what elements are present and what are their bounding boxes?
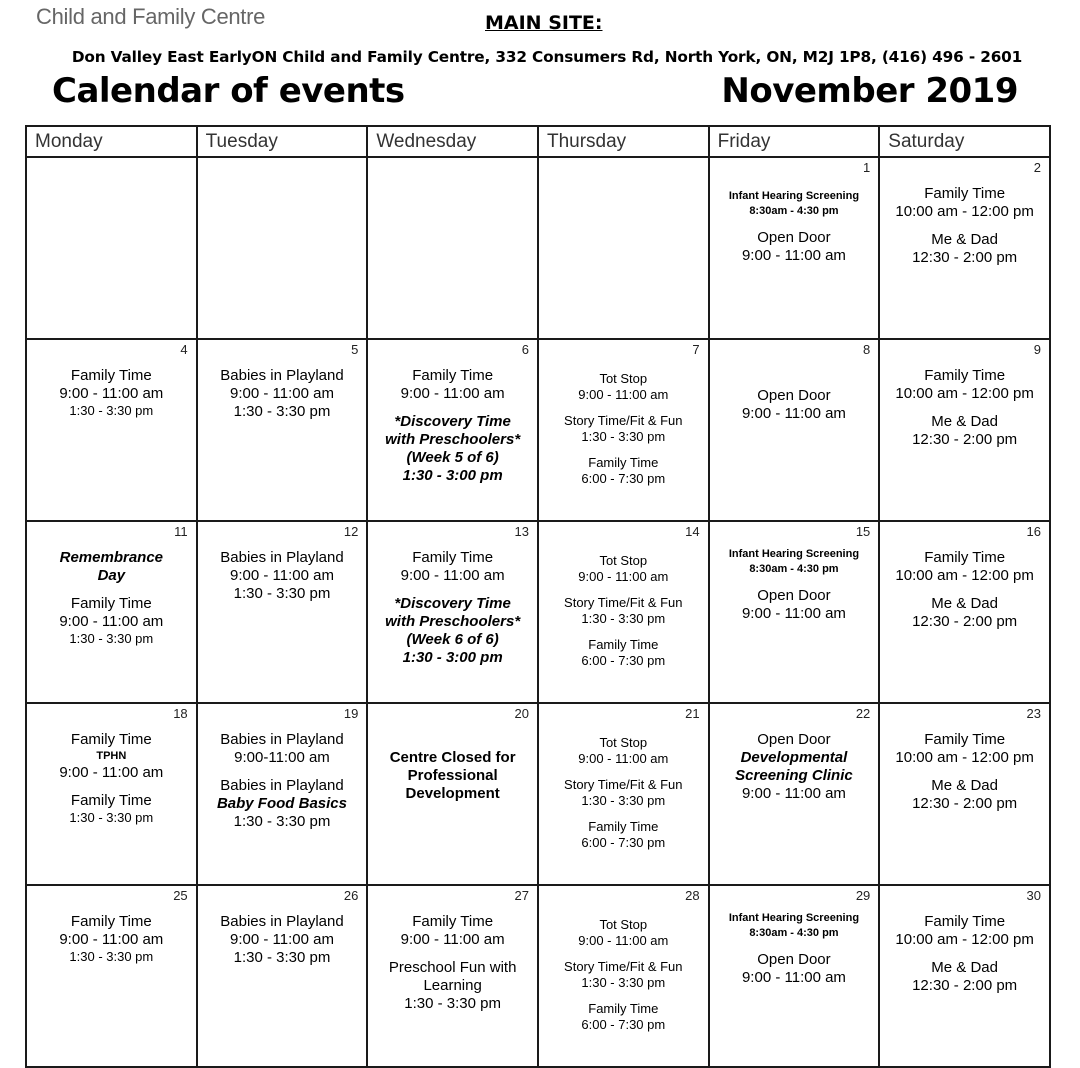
event-text-line: *Discovery Time	[394, 595, 511, 612]
calendar-event	[543, 553, 704, 585]
calendar-day-cell	[538, 157, 709, 339]
day-number: 12	[343, 524, 359, 539]
calendar-day-cell	[709, 157, 880, 339]
event-text-line: Day	[97, 567, 126, 584]
day-number: 20	[514, 706, 529, 721]
day-events	[539, 903, 708, 1033]
calendar-event	[543, 819, 704, 851]
day-number: 29	[855, 888, 871, 903]
event-text-line: (Week 6 of 6)	[406, 631, 499, 648]
event-text-line: 9:00-11:00 am	[234, 749, 330, 766]
event-text-line: 6:00 - 7:30 pm	[581, 835, 666, 850]
event-text-line: Family Time	[588, 1001, 659, 1016]
calendar-event	[31, 549, 192, 585]
day-events	[368, 539, 537, 667]
event-text-line: Babies in Playland	[220, 549, 344, 566]
event-text-line: 8:30am - 4:30 pm	[749, 205, 839, 217]
day-events	[368, 903, 537, 1013]
event-text-line: Family Time	[70, 913, 152, 930]
calendar-event	[714, 189, 875, 219]
calendar-event	[714, 547, 875, 577]
calendar-event	[714, 387, 875, 423]
event-text-line: (Week 5 of 6)	[406, 449, 499, 466]
calendar-event	[884, 413, 1045, 449]
calendar-event	[884, 777, 1045, 813]
event-text-line: Screening Clinic	[735, 767, 853, 784]
calendar-event	[543, 917, 704, 949]
day-number: 22	[855, 706, 871, 721]
event-text-line: Family Time	[588, 637, 659, 652]
day-events	[368, 357, 537, 485]
calendar-event	[543, 595, 704, 627]
event-text-line: Story Time/Fit & Fun	[564, 413, 683, 428]
event-text-line: Open Door	[757, 387, 831, 404]
event-text-line: Story Time/Fit & Fun	[564, 959, 683, 974]
calendar-day-cell	[26, 703, 197, 885]
event-text-line: 1:30 - 3:30 pm	[581, 429, 666, 444]
weekday-header-tuesday: Tuesday	[197, 126, 368, 157]
day-events	[198, 357, 367, 421]
event-text-line: 9:00 - 11:00 am	[578, 569, 669, 584]
event-text-line: 8:30am - 4:30 pm	[749, 927, 839, 939]
event-text-line: Me & Dad	[931, 959, 998, 976]
calendar-event	[31, 367, 192, 419]
day-events	[539, 539, 708, 669]
calendar-day-cell	[709, 885, 880, 1067]
day-number: 14	[685, 524, 700, 539]
event-text-line: Family Time	[70, 731, 152, 748]
event-text-line: 9:00 - 11:00 am	[578, 933, 669, 948]
event-text-line: TPHN	[96, 750, 127, 762]
event-text-line: Babies in Playland	[220, 731, 344, 748]
calendar-day-cell	[367, 885, 538, 1067]
calendar-day-cell	[197, 703, 368, 885]
day-events	[368, 721, 537, 803]
event-text-line: 9:00 - 11:00 am	[59, 613, 164, 630]
event-text-line: Me & Dad	[931, 777, 998, 794]
day-number: 6	[521, 342, 529, 357]
calendar-day-cell	[538, 703, 709, 885]
event-text-line: 10:00 am - 12:00 pm	[895, 203, 1034, 220]
day-number	[27, 158, 196, 175]
event-text-line: Family Time	[412, 367, 494, 384]
weekday-header-row	[26, 126, 1050, 157]
event-text-line: Family Time	[412, 913, 494, 930]
calendar-event	[372, 913, 533, 949]
day-events	[880, 903, 1049, 995]
calendar-event	[202, 913, 363, 967]
calendar-event	[543, 777, 704, 809]
calendar-event	[372, 595, 533, 667]
event-text-line: 1:30 - 3:30 pm	[233, 949, 331, 966]
day-number: 9	[1033, 342, 1041, 357]
event-text-line: Open Door	[757, 951, 831, 968]
calendar-day-cell	[538, 339, 709, 521]
calendar-week-row	[26, 885, 1050, 1067]
calendar-event	[884, 959, 1045, 995]
event-text-line: Open Door	[757, 229, 831, 246]
event-text-line: Baby Food Basics	[216, 795, 347, 812]
event-text-line: 9:00 - 11:00 am	[400, 567, 505, 584]
calendar-event	[714, 731, 875, 803]
event-text-line: Family Time	[924, 367, 1006, 384]
centre-brand-name: Child and Family Centre	[36, 4, 266, 29]
event-text-line: Family Time	[70, 367, 152, 384]
day-events	[710, 721, 879, 803]
event-text-line: 10:00 am - 12:00 pm	[895, 749, 1034, 766]
event-text-line: Me & Dad	[931, 595, 998, 612]
event-text-line: 9:00 - 11:00 am	[59, 764, 164, 781]
day-number: 27	[514, 888, 529, 903]
event-text-line: Story Time/Fit & Fun	[564, 595, 683, 610]
calendar-event	[543, 413, 704, 445]
day-number: 8	[863, 342, 871, 357]
day-events	[880, 175, 1049, 267]
event-text-line: 9:00 - 11:00 am	[59, 385, 164, 402]
calendar-day-cell	[197, 339, 368, 521]
calendar-day-cell	[879, 521, 1050, 703]
calendar-day-cell	[709, 339, 880, 521]
calendar-event	[202, 367, 363, 421]
calendar-body	[26, 157, 1050, 1067]
event-text-line: 9:00 - 11:00 am	[578, 387, 669, 402]
calendar-day-cell	[709, 703, 880, 885]
weekday-header-monday: Monday	[26, 126, 197, 157]
day-number: 11	[174, 524, 188, 539]
event-text-line: Remembrance	[59, 549, 164, 566]
event-text-line: 1:30 - 3:30 pm	[581, 975, 666, 990]
calendar-event	[543, 371, 704, 403]
event-text-line: 12:30 - 2:00 pm	[912, 249, 1018, 266]
calendar-event	[372, 959, 533, 1013]
event-text-line: 1:30 - 3:30 pm	[233, 813, 331, 830]
calendar-event	[714, 951, 875, 987]
event-text-line: Story Time/Fit & Fun	[564, 777, 683, 792]
calendar-event	[31, 792, 192, 826]
event-text-line: Babies in Playland	[220, 367, 344, 384]
event-text-line: 9:00 - 11:00 am	[400, 385, 505, 402]
event-text-line: Family Time	[924, 731, 1006, 748]
event-text-line: 12:30 - 2:00 pm	[912, 431, 1018, 448]
day-number	[198, 158, 367, 175]
event-text-line: Infant Hearing Screening	[728, 190, 860, 202]
calendar-event	[543, 637, 704, 669]
calendar-event	[543, 1001, 704, 1033]
day-number: 21	[685, 706, 700, 721]
event-text-line: 10:00 am - 12:00 pm	[895, 931, 1034, 948]
calendar-day-cell	[879, 339, 1050, 521]
day-events	[539, 721, 708, 851]
day-number: 25	[173, 888, 188, 903]
event-text-line: 9:00 - 11:00 am	[741, 785, 846, 802]
day-number: 30	[1026, 888, 1041, 903]
event-text-line: 9:00 - 11:00 am	[741, 605, 846, 622]
calendar-day-cell	[197, 521, 368, 703]
day-events	[710, 539, 879, 623]
day-number: 28	[685, 888, 700, 903]
calendar-day-cell	[26, 521, 197, 703]
calendar-event	[543, 455, 704, 487]
event-text-line: Family Time	[588, 819, 659, 834]
event-text-line: 12:30 - 2:00 pm	[912, 795, 1018, 812]
event-text-line: Family Time	[588, 455, 659, 470]
day-number: 19	[343, 706, 359, 721]
event-text-line: Learning	[423, 977, 482, 994]
event-text-line: 9:00 - 11:00 am	[741, 405, 846, 422]
calendar-event	[884, 231, 1045, 267]
calendar-day-cell	[367, 157, 538, 339]
event-text-line: Professional	[407, 767, 498, 784]
day-events	[198, 721, 367, 831]
calendar-event	[714, 229, 875, 265]
calendar-event	[202, 777, 363, 831]
event-text-line: Open Door	[757, 731, 831, 748]
calendar-event	[884, 595, 1045, 631]
event-text-line: 1:30 - 3:30 pm	[69, 403, 154, 418]
event-text-line: Family Time	[924, 913, 1006, 930]
calendar-day-cell	[879, 703, 1050, 885]
event-text-line: 1:30 - 3:30 pm	[69, 810, 154, 825]
calendar-day-cell	[197, 157, 368, 339]
calendar-event	[884, 913, 1045, 949]
weekday-header-saturday: Saturday	[879, 126, 1050, 157]
event-text-line: Family Time	[924, 185, 1006, 202]
event-text-line: 9:00 - 11:00 am	[400, 931, 505, 948]
event-text-line: Centre Closed for	[389, 749, 516, 766]
day-number	[368, 158, 537, 175]
event-text-line: *Discovery Time	[394, 413, 511, 430]
event-text-line: Family Time	[412, 549, 494, 566]
calendar-event	[884, 185, 1045, 221]
day-events	[27, 721, 196, 826]
event-text-line: 6:00 - 7:30 pm	[581, 1017, 666, 1032]
calendar-event	[202, 549, 363, 603]
calendar-event	[372, 413, 533, 485]
event-text-line: Babies in Playland	[220, 913, 344, 930]
day-events	[539, 357, 708, 487]
event-text-line: Tot Stop	[599, 917, 648, 932]
event-text-line: 1:30 - 3:30 pm	[581, 793, 666, 808]
day-events	[27, 903, 196, 965]
day-events	[710, 357, 879, 423]
calendar-day-cell	[26, 157, 197, 339]
event-text-line: 1:30 - 3:30 pm	[69, 949, 154, 964]
calendar-week-row	[26, 339, 1050, 521]
day-number: 5	[351, 342, 359, 357]
event-text-line: 1:30 - 3:30 pm	[404, 995, 501, 1012]
calendar-day-cell	[367, 521, 538, 703]
event-text-line: 1:30 - 3:30 pm	[233, 403, 331, 420]
calendar-event	[31, 913, 192, 965]
event-text-line: Development	[405, 785, 500, 802]
day-events	[198, 903, 367, 967]
calendar-event	[884, 549, 1045, 585]
event-text-line: Developmental	[740, 749, 848, 766]
event-text-line: 9:00 - 11:00 am	[230, 567, 334, 584]
calendar-week-row	[26, 703, 1050, 885]
event-text-line: Infant Hearing Screening	[728, 912, 860, 924]
event-text-line: Preschool Fun with	[388, 959, 517, 976]
calendar-event	[543, 959, 704, 991]
calendar-title: Calendar of events	[52, 71, 405, 111]
calendar-event	[884, 731, 1045, 767]
event-text-line: 12:30 - 2:00 pm	[912, 613, 1018, 630]
event-text-line: Me & Dad	[931, 231, 998, 248]
weekday-header-wednesday: Wednesday	[367, 126, 538, 157]
day-events	[27, 357, 196, 419]
event-text-line: 9:00 - 11:00 am	[230, 931, 334, 948]
event-text-line: Infant Hearing Screening	[728, 548, 860, 560]
calendar-day-cell	[197, 885, 368, 1067]
event-text-line: 10:00 am - 12:00 pm	[895, 385, 1034, 402]
main-site-heading: MAIN SITE:	[485, 12, 603, 34]
calendar-day-cell	[26, 885, 197, 1067]
day-events	[880, 721, 1049, 813]
day-number: 7	[692, 342, 700, 357]
event-text-line: 1:30 - 3:30 pm	[581, 611, 666, 626]
day-events	[710, 903, 879, 987]
event-text-line: 1:30 - 3:00 pm	[402, 467, 503, 484]
event-text-line: Tot Stop	[599, 371, 648, 386]
calendar-event	[884, 367, 1045, 403]
day-number: 13	[514, 524, 529, 539]
calendar-event	[202, 731, 363, 767]
centre-address: Don Valley East EarlyON Child and Family Centre, 332 Consumers Rd, North York, ON, M2J 1P8, (416) 496 - 2601	[71, 48, 1023, 66]
event-text-line: Open Door	[757, 587, 831, 604]
event-text-line: Family Time	[70, 595, 152, 612]
calendar-day-cell	[367, 703, 538, 885]
calendar-day-cell	[879, 157, 1050, 339]
calendar-day-cell	[709, 521, 880, 703]
event-text-line: Family Time	[924, 549, 1006, 566]
day-events	[27, 539, 196, 647]
event-text-line: 10:00 am - 12:00 pm	[895, 567, 1034, 584]
calendar-event	[714, 587, 875, 623]
day-number: 18	[173, 706, 188, 721]
day-events	[710, 175, 879, 265]
event-text-line: 9:00 - 11:00 am	[741, 969, 846, 986]
day-events	[880, 539, 1049, 631]
day-events	[880, 357, 1049, 449]
calendar-grid	[25, 125, 1051, 1068]
day-number: 26	[343, 888, 359, 903]
day-number: 1	[863, 160, 871, 175]
event-text-line: 6:00 - 7:30 pm	[581, 653, 666, 668]
event-text-line: with Preschoolers*	[385, 431, 521, 448]
event-text-line: 6:00 - 7:30 pm	[581, 471, 666, 486]
calendar-day-cell	[26, 339, 197, 521]
day-number: 23	[1026, 706, 1041, 721]
day-number: 4	[180, 342, 188, 357]
calendar-event	[372, 367, 533, 403]
event-text-line: Me & Dad	[931, 413, 998, 430]
event-text-line: Tot Stop	[599, 735, 648, 750]
day-number: 15	[855, 524, 871, 539]
calendar-week-row	[26, 521, 1050, 703]
day-number	[539, 158, 708, 175]
calendar-event	[31, 595, 192, 647]
day-number: 16	[1026, 524, 1041, 539]
event-text-line: 9:00 - 11:00 am	[578, 751, 669, 766]
calendar-event	[31, 731, 192, 782]
month-title: November 2019	[721, 71, 1018, 111]
event-text-line: with Preschoolers*	[385, 613, 521, 630]
calendar-day-cell	[879, 885, 1050, 1067]
calendar-event	[714, 911, 875, 941]
weekday-header-thursday: Thursday	[538, 126, 709, 157]
weekday-header-friday: Friday	[709, 126, 880, 157]
calendar-event	[372, 749, 533, 803]
event-text-line: 9:00 - 11:00 am	[59, 931, 164, 948]
calendar-day-cell	[538, 885, 709, 1067]
event-text-line: 9:00 - 11:00 am	[741, 247, 846, 264]
event-text-line: 9:00 - 11:00 am	[230, 385, 334, 402]
event-text-line: Family Time	[70, 792, 152, 809]
event-text-line: 1:30 - 3:00 pm	[402, 649, 503, 666]
event-text-line: Tot Stop	[599, 553, 648, 568]
event-text-line: 12:30 - 2:00 pm	[912, 977, 1018, 994]
calendar-event	[372, 549, 533, 585]
event-text-line: 1:30 - 3:30 pm	[233, 585, 331, 602]
day-events	[198, 539, 367, 603]
calendar-event	[543, 735, 704, 767]
day-number: 2	[1033, 160, 1041, 175]
calendar-week-row	[26, 157, 1050, 339]
event-text-line: 1:30 - 3:30 pm	[69, 631, 154, 646]
event-text-line: 8:30am - 4:30 pm	[749, 563, 839, 575]
calendar-day-cell	[367, 339, 538, 521]
calendar-day-cell	[538, 521, 709, 703]
event-text-line: Babies in Playland	[220, 777, 344, 794]
